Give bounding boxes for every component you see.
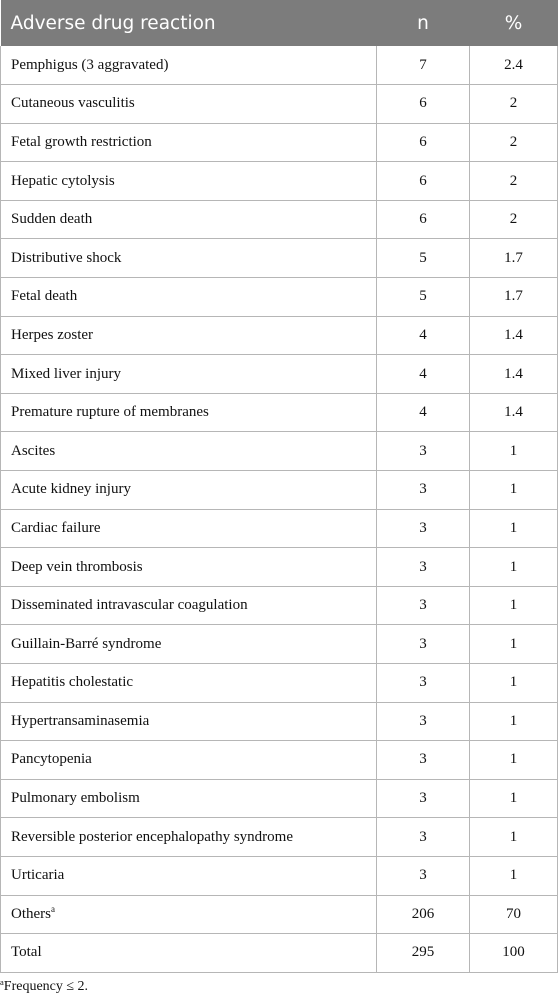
reaction-label: Guillain-Barré syndrome bbox=[11, 635, 162, 652]
count-cell: 206 bbox=[377, 895, 470, 934]
count-cell: 4 bbox=[377, 316, 470, 355]
table-row bbox=[1, 355, 558, 394]
reaction-label: Sudden death bbox=[11, 211, 93, 228]
reaction-label: Fetal death bbox=[11, 288, 78, 305]
percent-cell: 1.7 bbox=[470, 239, 558, 278]
reaction-cell bbox=[1, 200, 377, 239]
table-row bbox=[1, 856, 558, 895]
percent-cell: 1 bbox=[470, 741, 558, 780]
table-row bbox=[1, 46, 558, 85]
count-cell: 5 bbox=[377, 239, 470, 278]
header-percent: % bbox=[470, 0, 558, 46]
count-cell: 7 bbox=[377, 46, 470, 85]
count-cell: 3 bbox=[377, 741, 470, 780]
table-row bbox=[1, 316, 558, 355]
percent-cell: 1 bbox=[470, 471, 558, 510]
count-cell: 4 bbox=[377, 393, 470, 432]
count-cell: 3 bbox=[377, 548, 470, 587]
reaction-cell bbox=[1, 702, 377, 741]
reaction-cell bbox=[1, 355, 377, 394]
table-row bbox=[1, 741, 558, 780]
table-row bbox=[1, 818, 558, 857]
table-row bbox=[1, 625, 558, 664]
reaction-cell bbox=[1, 779, 377, 818]
table-row bbox=[1, 934, 558, 973]
count-cell: 3 bbox=[377, 779, 470, 818]
reaction-cell bbox=[1, 316, 377, 355]
percent-cell: 2 bbox=[470, 162, 558, 201]
count-cell: 3 bbox=[377, 432, 470, 471]
reaction-label: Ascites bbox=[11, 442, 56, 459]
count-cell: 3 bbox=[377, 856, 470, 895]
reaction-label: Herpes zoster bbox=[11, 326, 94, 343]
reaction-cell bbox=[1, 741, 377, 780]
header-row bbox=[1, 0, 558, 46]
table-row bbox=[1, 200, 558, 239]
table-row bbox=[1, 586, 558, 625]
count-cell: 3 bbox=[377, 702, 470, 741]
percent-cell: 1 bbox=[470, 856, 558, 895]
percent-cell: 1 bbox=[470, 586, 558, 625]
reaction-cell bbox=[1, 162, 377, 201]
table-row bbox=[1, 509, 558, 548]
table-row bbox=[1, 123, 558, 162]
header-n: n bbox=[377, 0, 470, 46]
reaction-label: Distributive shock bbox=[11, 249, 122, 266]
percent-cell: 1 bbox=[470, 548, 558, 587]
reaction-label: Hypertransaminasemia bbox=[11, 712, 150, 729]
reaction-label: Hepatic cytolysis bbox=[11, 172, 115, 189]
footnote-marker: a bbox=[51, 903, 55, 914]
table-row bbox=[1, 702, 558, 741]
count-cell: 5 bbox=[377, 278, 470, 317]
percent-cell: 1 bbox=[470, 664, 558, 703]
reaction-cell bbox=[1, 895, 377, 934]
table-body bbox=[1, 46, 558, 972]
reaction-label: Cardiac failure bbox=[11, 519, 101, 536]
count-cell: 3 bbox=[377, 509, 470, 548]
reaction-label: Total bbox=[11, 944, 42, 961]
percent-cell: 1 bbox=[470, 432, 558, 471]
reaction-cell bbox=[1, 123, 377, 162]
percent-cell: 1 bbox=[470, 779, 558, 818]
footnote-mark: a bbox=[0, 977, 4, 987]
reaction-label: Acute kidney injury bbox=[11, 481, 131, 498]
reaction-label: Fetal growth restriction bbox=[11, 133, 152, 150]
percent-cell: 1.4 bbox=[470, 393, 558, 432]
table-row bbox=[1, 471, 558, 510]
reaction-label: Others bbox=[11, 905, 51, 922]
count-cell: 3 bbox=[377, 664, 470, 703]
count-cell: 3 bbox=[377, 625, 470, 664]
reaction-cell bbox=[1, 856, 377, 895]
reaction-cell bbox=[1, 586, 377, 625]
percent-cell: 2 bbox=[470, 85, 558, 124]
reaction-cell bbox=[1, 664, 377, 703]
percent-cell: 1 bbox=[470, 625, 558, 664]
count-cell: 6 bbox=[377, 85, 470, 124]
reaction-label: Reversible posterior encephalopathy syndrome bbox=[11, 828, 293, 845]
reaction-cell bbox=[1, 625, 377, 664]
table-row bbox=[1, 239, 558, 278]
reaction-label: Pulmonary embolism bbox=[11, 790, 140, 807]
percent-cell: 1 bbox=[470, 509, 558, 548]
reaction-cell bbox=[1, 934, 377, 973]
table-row bbox=[1, 779, 558, 818]
percent-cell: 2.4 bbox=[470, 46, 558, 85]
percent-cell: 100 bbox=[470, 934, 558, 973]
footnote-text: Frequency ≤ 2. bbox=[3, 979, 89, 994]
table-footnote bbox=[0, 979, 88, 995]
reaction-label: Cutaneous vasculitis bbox=[11, 95, 135, 112]
reaction-label: Pemphigus (3 aggravated) bbox=[11, 56, 169, 73]
reaction-cell bbox=[1, 432, 377, 471]
reaction-label: Mixed liver injury bbox=[11, 365, 121, 382]
reaction-label: Hepatitis cholestatic bbox=[11, 674, 134, 691]
percent-cell: 2 bbox=[470, 200, 558, 239]
count-cell: 6 bbox=[377, 162, 470, 201]
reaction-cell bbox=[1, 548, 377, 587]
reaction-cell bbox=[1, 509, 377, 548]
reaction-label: Urticaria bbox=[11, 867, 65, 884]
table-row bbox=[1, 278, 558, 317]
table-row bbox=[1, 664, 558, 703]
reaction-label: Deep vein thrombosis bbox=[11, 558, 143, 575]
reaction-cell bbox=[1, 818, 377, 857]
percent-cell: 1 bbox=[470, 702, 558, 741]
count-cell: 6 bbox=[377, 200, 470, 239]
percent-cell: 1.7 bbox=[470, 278, 558, 317]
reaction-cell bbox=[1, 278, 377, 317]
table-row bbox=[1, 895, 558, 934]
count-cell: 3 bbox=[377, 471, 470, 510]
table-row bbox=[1, 85, 558, 124]
table-row bbox=[1, 432, 558, 471]
percent-cell: 1.4 bbox=[470, 316, 558, 355]
count-cell: 295 bbox=[377, 934, 470, 973]
reaction-cell bbox=[1, 239, 377, 278]
percent-cell: 1.4 bbox=[470, 355, 558, 394]
reaction-cell bbox=[1, 46, 377, 85]
count-cell: 6 bbox=[377, 123, 470, 162]
reaction-cell bbox=[1, 85, 377, 124]
reaction-cell bbox=[1, 471, 377, 510]
reaction-cell bbox=[1, 393, 377, 432]
percent-cell: 2 bbox=[470, 123, 558, 162]
table-row bbox=[1, 548, 558, 587]
reaction-label: Premature rupture of membranes bbox=[11, 404, 209, 421]
count-cell: 3 bbox=[377, 818, 470, 857]
percent-cell: 70 bbox=[470, 895, 558, 934]
header-reaction: Adverse drug reaction bbox=[1, 0, 377, 46]
count-cell: 3 bbox=[377, 586, 470, 625]
reaction-label: Pancytopenia bbox=[11, 751, 92, 768]
table-row bbox=[1, 393, 558, 432]
percent-cell: 1 bbox=[470, 818, 558, 857]
reaction-label: Disseminated intravascular coagulation bbox=[11, 597, 248, 614]
count-cell: 4 bbox=[377, 355, 470, 394]
table-header bbox=[1, 0, 558, 46]
table-row bbox=[1, 162, 558, 201]
